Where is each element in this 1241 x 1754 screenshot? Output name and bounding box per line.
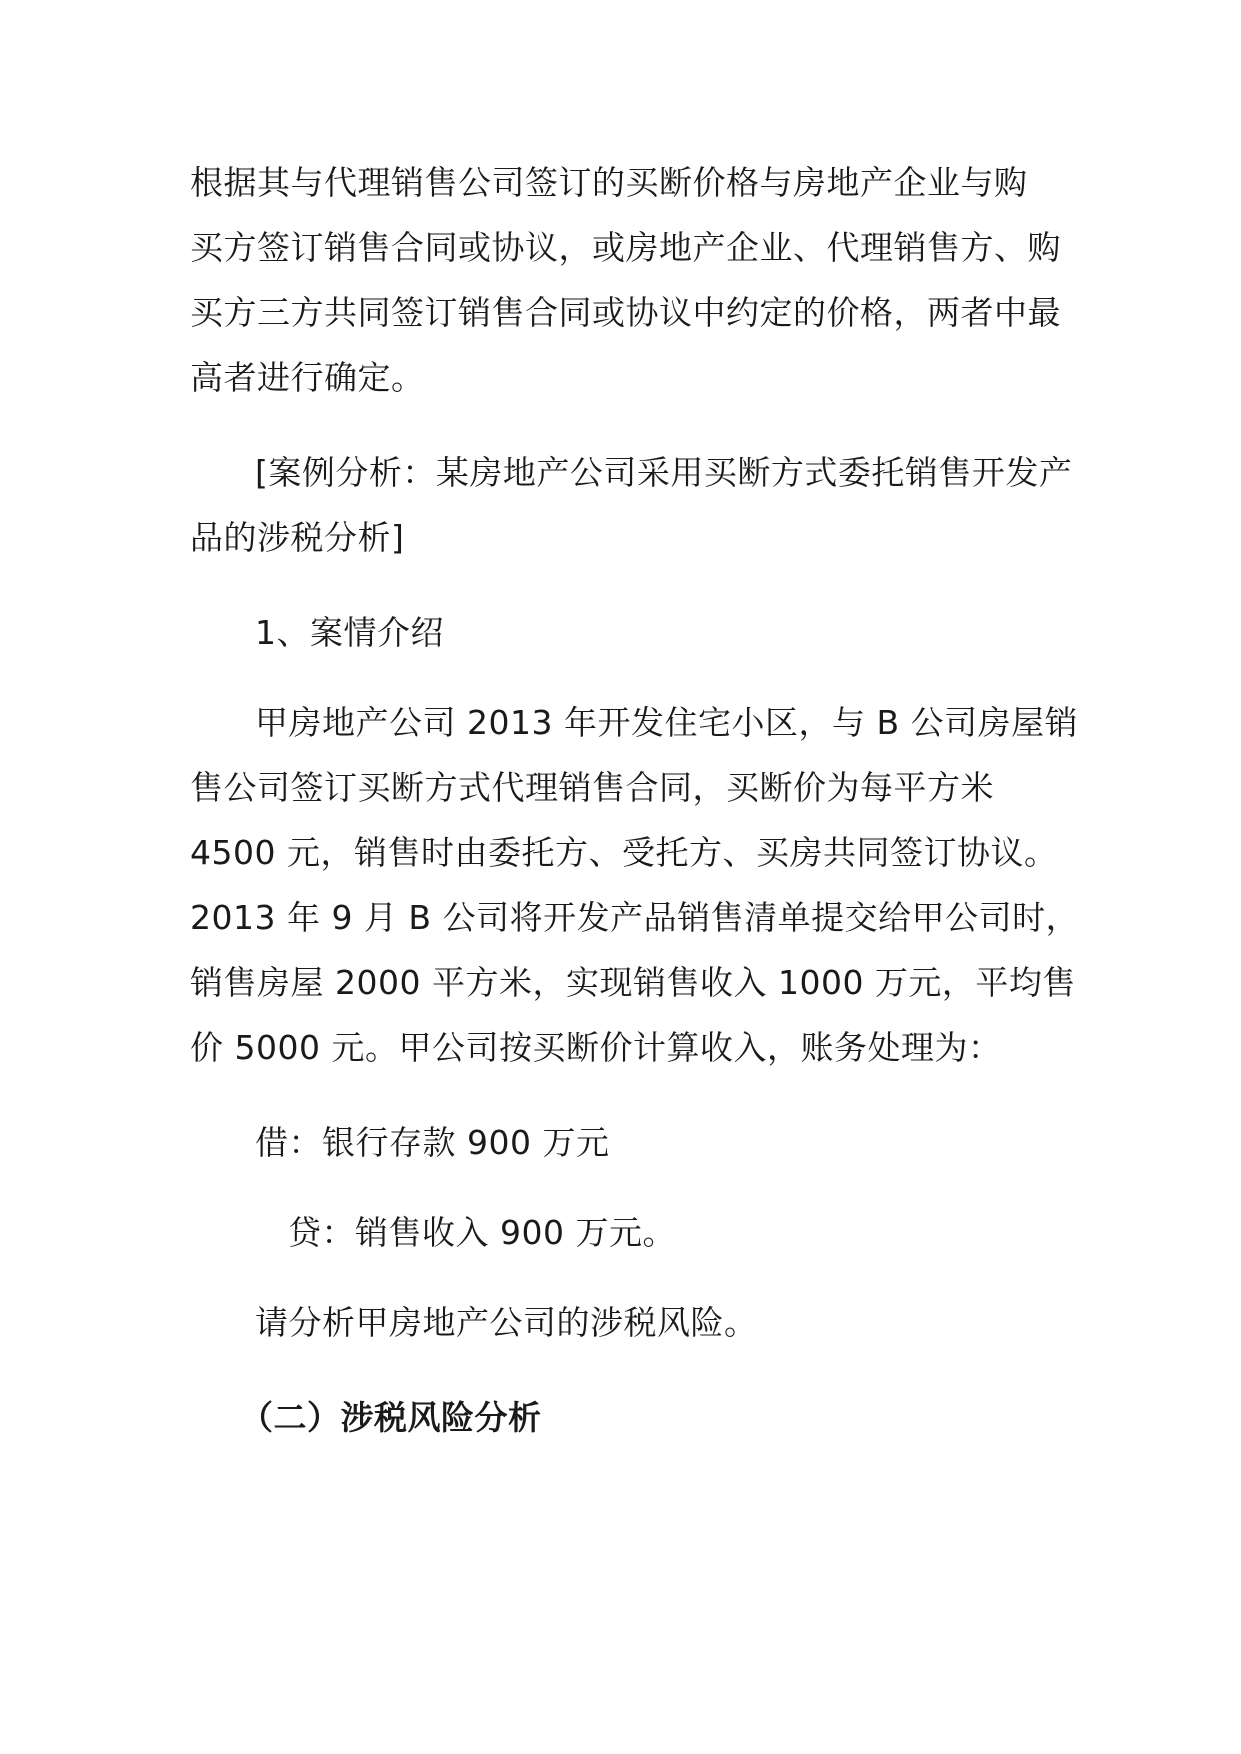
text-line: 请分析甲房地产公司的涉税风险。 bbox=[255, 1303, 758, 1342]
text-line: 售公司签订买断方式代理销售合同，买断价为每平方米 bbox=[190, 768, 994, 807]
text-line: 根据其与代理销售公司签订的买断价格与房地产企业与购 bbox=[190, 163, 1028, 202]
text-line: 买方签订销售合同或协议，或房地产企业、代理销售方、购 bbox=[190, 228, 1061, 267]
text-line: 高者进行确定。 bbox=[190, 358, 425, 397]
paragraph-case-title bbox=[190, 440, 1073, 570]
journal-entry-credit bbox=[288, 1200, 676, 1265]
text-line: 销售房屋 2000 平方米，实现销售收入 1000 万元，平均售 bbox=[190, 963, 1076, 1002]
text-line: [案例分析：某房地产公司采用买断方式委托销售开发产 bbox=[255, 453, 1073, 492]
text-line: 2013 年 9 月 B 公司将开发产品销售清单提交给甲公司时， bbox=[190, 898, 1080, 937]
text-line: 4500 元，销售时由委托方、受托方、买房共同签订协议。 bbox=[190, 833, 1058, 872]
journal-entry-debit bbox=[255, 1110, 609, 1175]
paragraph-case-details bbox=[190, 690, 1080, 1080]
text-line: 贷：销售收入 900 万元。 bbox=[288, 1213, 676, 1252]
text-line: 价 5000 元。甲公司按买断价计算收入，账务处理为： bbox=[190, 1028, 1002, 1067]
text-line: 1、案情介绍 bbox=[255, 613, 444, 652]
paragraph-pricing-rule bbox=[190, 150, 1061, 410]
text-line: 品的涉税分析] bbox=[190, 518, 405, 557]
text-line: （二）涉税风险分析 bbox=[240, 1398, 542, 1437]
text-line: 借：银行存款 900 万元 bbox=[255, 1123, 610, 1162]
text-line: 买方三方共同签订销售合同或协议中约定的价格，两者中最 bbox=[190, 293, 1061, 332]
section-heading-tax-risk bbox=[240, 1385, 542, 1450]
heading-case-intro bbox=[255, 600, 444, 665]
text-line: 甲房地产公司 2013 年开发住宅小区，与 B 公司房屋销 bbox=[255, 703, 1079, 742]
paragraph-question bbox=[255, 1290, 758, 1355]
